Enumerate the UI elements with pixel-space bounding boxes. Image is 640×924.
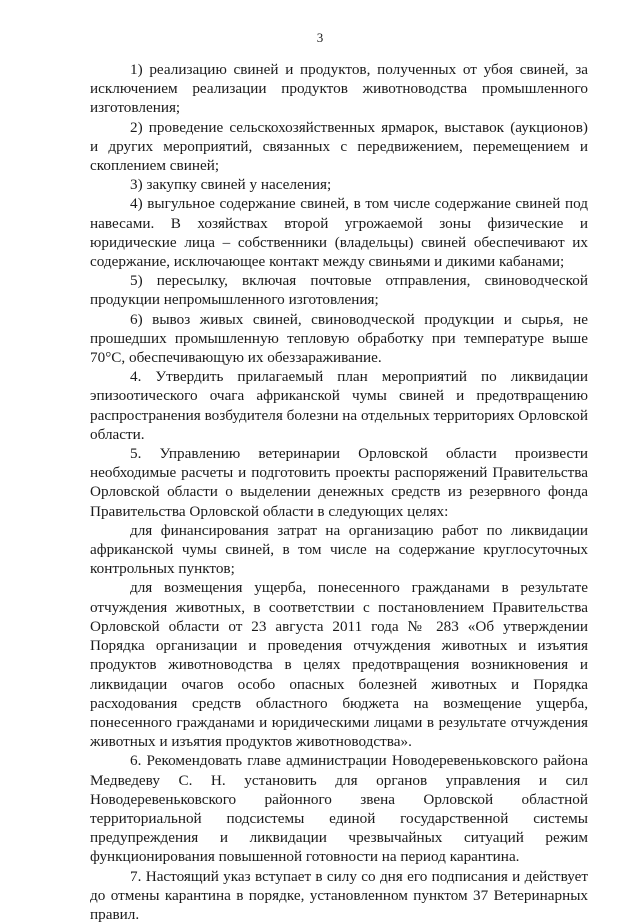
paragraph-clause-4: 4. Утвердить прилагаемый план мероприятий по ликвидации эпизоотического очага африканской чумы свиней и предотвращению распространения возбудителя болезни на отдельных территориях Орловской области. [90,368,588,443]
paragraph-item-4: 4) выгульное содержание свиней, в том числе содержание свиней под навесами. В хозяйствах второй угрожаемой зоны физические и юридические лица – собственники (владельцы) свиней обеспечивают их содержание, исключающее контакт между свиньями и дикими кабанами; [90,195,588,271]
paragraph-item-2: 2) проведение сельскохозяйственных ярмарок, выставок (аукционов) и других мероприятий, связанных с передвижением, перемещением и скоплением свиней; [90,118,588,175]
paragraph-clause-5: 5. Управлению ветеринарии Орловской области произвести необходимые расчеты и подготовить проекты распоряжений Правительства Орловской области о выделении денежных средств из резервного фонда Правительства Орловской области в следующих целях: [90,445,588,520]
paragraph-item-3: 3) закупку свиней у населения; [130,176,332,194]
document-body [90,60,588,924]
paragraph-item-5: 5) пересылку, включая почтовые отправления, свиноводческой продукции непромышленного изготовления; [90,272,588,309]
paragraph-clause-6: 6. Рекомендовать главе администрации Новодеревеньковского района Медведеву С. Н. установить для органов управления и сил Новодеревеньковского районного звена Орловской областной территориальной подсистемы единой государственной системы предупреждения и ликвидации чрезвычайных ситуаций режим функционирования повышенной готовности на период карантина. [90,752,588,866]
paragraph-financing: для финансирования затрат на организацию работ по ликвидации африканской чумы свиней, в том числе на содержание круглосуточных контрольных пунктов; [90,521,588,578]
page-number: 3 [316,30,324,45]
paragraph-item-1: 1) реализацию свиней и продуктов, полученных от убоя свиней, за исключением реализации продуктов животноводства промышленного изготовления; [90,61,588,117]
paragraph-clause-7: 7. Настоящий указ вступает в силу со дня его подписания и действует до отмены карантина в порядке, установленном пунктом 37 Ветеринарных правил. [90,867,588,923]
paragraph-item-6: 6) вывоз живых свиней, свиноводческой продукции и сырья, не прошедших промышленную тепловую обработку при температуре выше 70°С, обеспечивающую их обеззараживание. [90,310,588,367]
paragraph-compensation: для возмещения ущерба, понесенного гражданами в результате отчуждения животных, в соответствии с постановлением Правительства Орловской области от 23 августа 2011 года № 283 «Об утверждении Порядка организации и проведения отчуждения животных и изъятия продуктов животноводства в целях предотвращения возникновения и ликвидации очагов особо опасных болезней животных и Порядка расходования средств областного бюджета на возмещение ущерба, понесенного гражданами и юридическими лицами в результате отчуждения животных и изъятия продуктов животноводства». [90,579,588,751]
